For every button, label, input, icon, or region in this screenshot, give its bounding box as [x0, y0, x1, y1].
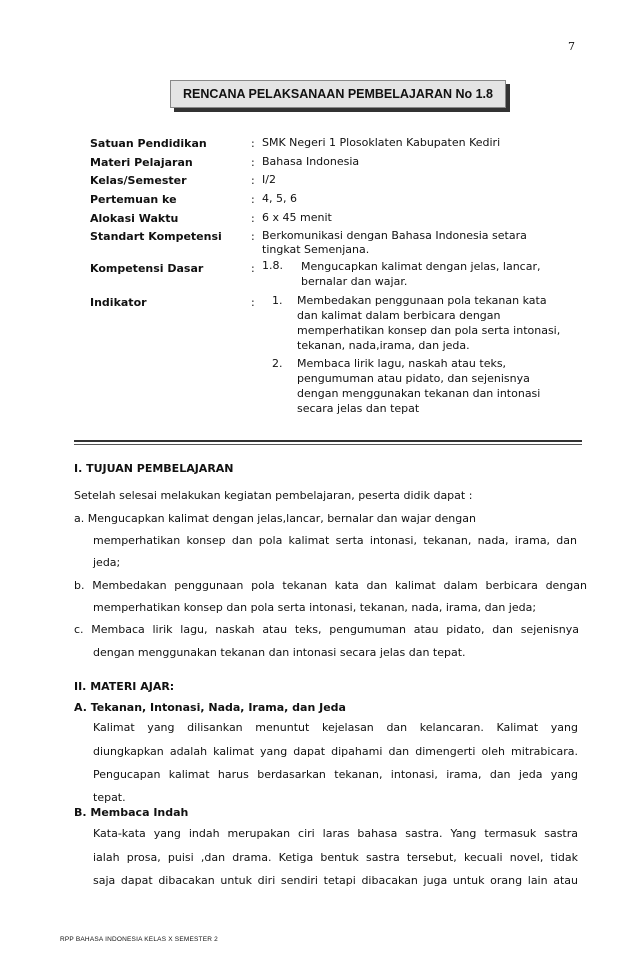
colon: :	[251, 174, 255, 187]
divider	[74, 440, 582, 442]
objective-a-line2: memperhatikan konsep dan pola kalimat serta intonasi, tekanan, nada, irama, dan	[93, 534, 577, 547]
pertemuan-label: Pertemuan ke	[90, 193, 177, 206]
materi-a-line3: Pengucapan kalimat harus berdasarkan tekanan, intonasi, irama, dan jeda yang	[93, 768, 578, 781]
materi-value: Bahasa Indonesia	[262, 155, 360, 168]
document-title: RENCANA PELAKSANAAN PEMBELAJARAN No 1.8	[170, 80, 506, 108]
indikator-1-line1: Membedakan penggunaan pola tekanan kata	[297, 294, 547, 307]
page-number: 7	[568, 40, 575, 53]
kelas-label: Kelas/Semester	[90, 174, 187, 187]
footer: RPP BAHASA INDONESIA KELAS X SEMESTER 2	[60, 936, 218, 943]
objective-a-line1: a. Mengucapkan kalimat dengan jelas,lancar, bernalar dan wajar dengan	[74, 512, 476, 525]
alokasi-label: Alokasi Waktu	[90, 212, 179, 225]
objective-c-line1: c. Membaca lirik lagu, naskah atau teks, pengumuman atau pidato, dan sejenisnya	[74, 623, 579, 636]
satuan-label: Satuan Pendidikan	[90, 137, 207, 150]
indikator-2-line2: pengumuman atau pidato, dan sejenisnya	[297, 372, 530, 385]
colon: :	[251, 230, 255, 243]
sk-value-line1: Berkomunikasi dengan Bahasa Indonesia setara	[262, 229, 527, 242]
divider	[74, 444, 582, 445]
sk-label: Standart Kompetensi	[90, 230, 222, 243]
kelas-value: I/2	[262, 173, 276, 186]
objective-a-line3: jeda;	[93, 556, 121, 569]
pertemuan-value: 4, 5, 6	[262, 192, 297, 205]
kd-label: Kompetensi Dasar	[90, 262, 204, 275]
materi-b-line1: Kata-kata yang indah merupakan ciri laras bahasa sastra. Yang termasuk sastra	[93, 827, 578, 840]
indikator-1-number: 1.	[272, 294, 283, 307]
materi-b-line2: ialah prosa, puisi ,dan drama. Ketiga bentuk sastra tersebut, kecuali novel, tidak	[93, 851, 578, 864]
section-1-heading: I. TUJUAN PEMBELAJARAN	[74, 462, 234, 475]
satuan-value: SMK Negeri 1 Plosoklaten Kabupaten Kediri	[262, 136, 501, 149]
objective-b-line2: memperhatikan konsep dan pola serta intonasi, tekanan, nada, irama, dan jeda;	[93, 601, 537, 614]
section-1-intro: Setelah selesai melakukan kegiatan pembelajaran, peserta didik dapat :	[74, 489, 473, 502]
materi-a-line1: Kalimat yang dilisankan menuntut kejelasan dan kelancaran. Kalimat yang	[93, 721, 578, 734]
indikator-1-line3: memperhatikan konsep dan pola serta intonasi,	[297, 324, 561, 337]
materi-b-line3: saja dapat dibacakan untuk diri sendiri tetapi dibacakan juga untuk orang lain atau	[93, 874, 578, 887]
objective-b-line1: b. Membedakan penggunaan pola tekanan kata dan kalimat dalam berbicara dengan	[74, 579, 587, 592]
indikator-2-number: 2.	[272, 357, 283, 370]
indikator-1-line4: tekanan, nada,irama, dan jeda.	[297, 339, 470, 352]
kd-number: 1.8.	[262, 259, 283, 272]
indikator-2-line1: Membaca lirik lagu, naskah atau teks,	[297, 357, 507, 370]
sk-value-line2: tingkat Semenjana.	[262, 243, 370, 256]
kd-text-line2: bernalar dan wajar.	[301, 275, 408, 288]
section-2-heading: II. MATERI AJAR:	[74, 680, 175, 693]
colon: :	[251, 156, 255, 169]
kd-text-line1: Mengucapkan kalimat dengan jelas, lancar,	[301, 260, 541, 273]
colon: :	[251, 212, 255, 225]
colon: :	[251, 193, 255, 206]
indikator-2-line4: secara jelas dan tepat	[297, 402, 420, 415]
colon: :	[251, 137, 255, 150]
materi-a-line2: diungkapkan adalah kalimat yang dapat dipahami dan dimengerti oleh mitrabicara.	[93, 745, 578, 758]
objective-c-line2: dengan menggunakan tekanan dan intonasi secara jelas dan tepat.	[93, 646, 466, 659]
materi-label: Materi Pelajaran	[90, 156, 193, 169]
subsection-a-heading: A. Tekanan, Intonasi, Nada, Irama, dan Jeda	[74, 701, 346, 714]
materi-a-line4: tepat.	[93, 791, 126, 804]
indikator-1-line2: dan kalimat dalam berbicara dengan	[297, 309, 501, 322]
alokasi-value: 6 x 45 menit	[262, 211, 332, 224]
subsection-b-heading: B. Membaca Indah	[74, 806, 189, 819]
indikator-label: Indikator	[90, 296, 147, 309]
colon: :	[251, 296, 255, 309]
colon: :	[251, 262, 255, 275]
indikator-2-line3: dengan menggunakan tekanan dan intonasi	[297, 387, 541, 400]
